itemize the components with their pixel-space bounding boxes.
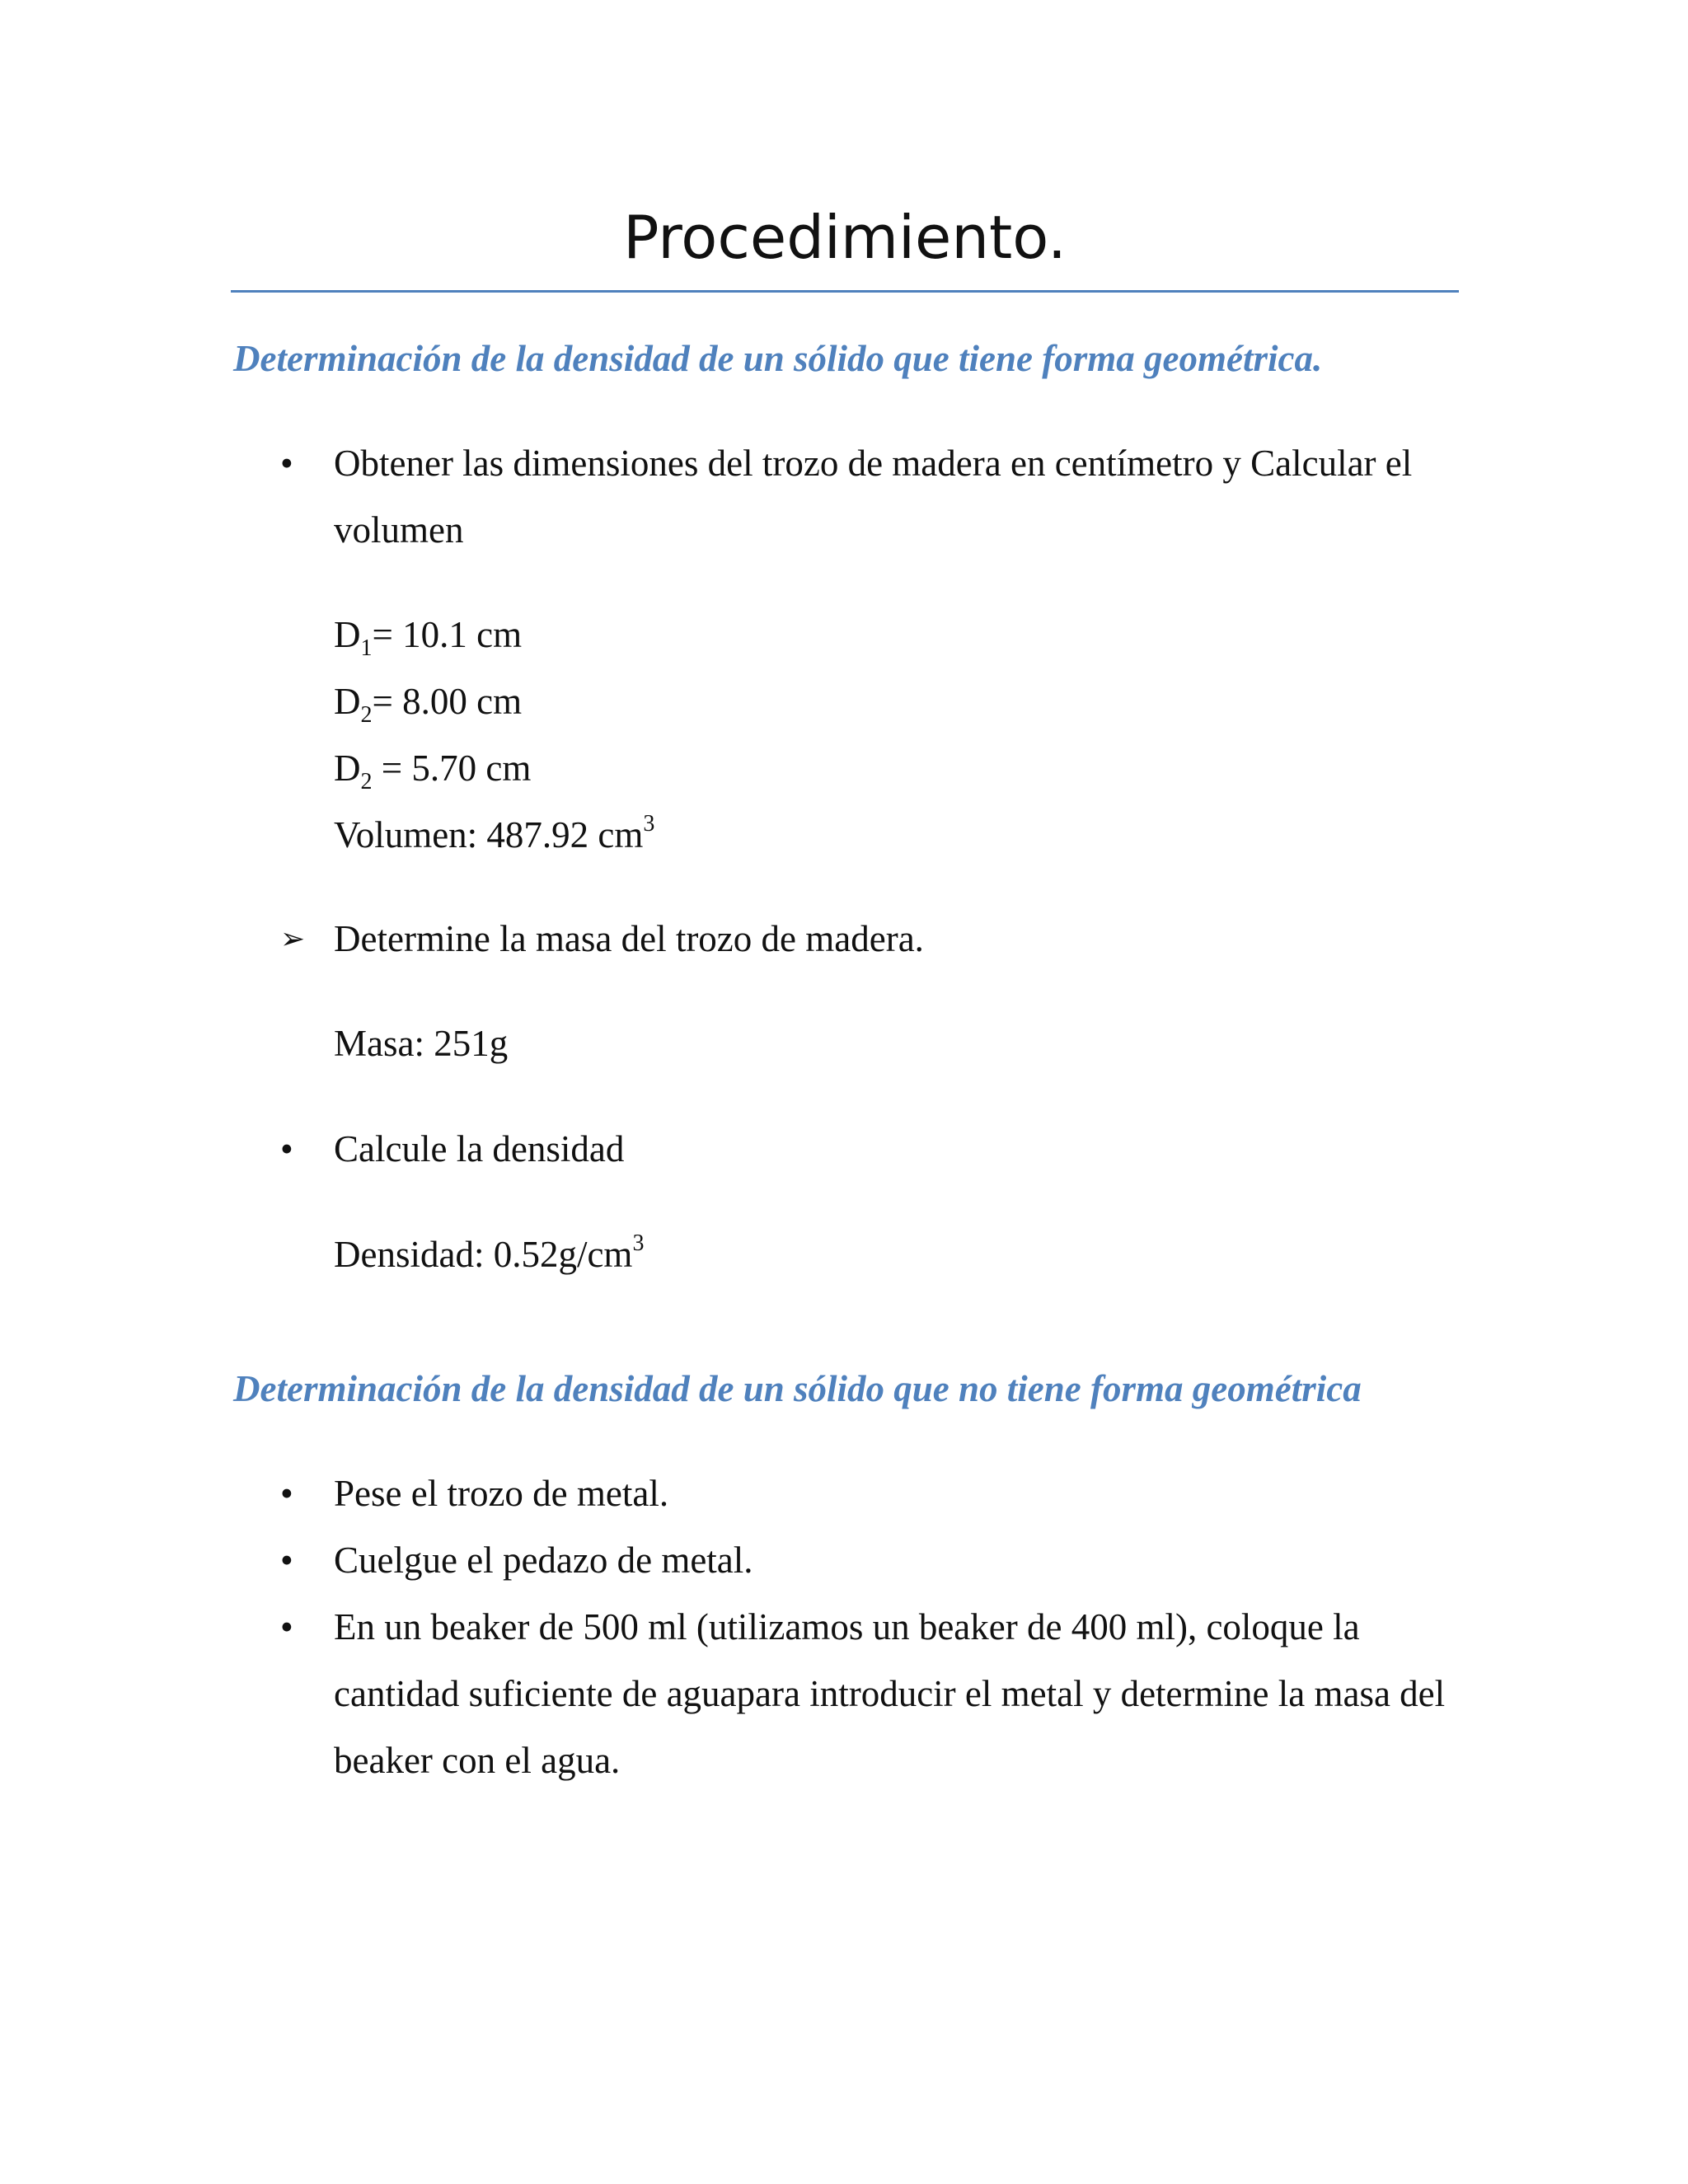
arrow-marker: ➢ bbox=[280, 922, 306, 955]
dimension-d3-label: D bbox=[334, 748, 361, 789]
dimension-d2 bbox=[334, 668, 522, 735]
volume-superscript: 3 bbox=[643, 811, 655, 837]
step-weigh-metal: Pese el trozo de metal. bbox=[334, 1473, 669, 1514]
dimension-d2-label: D bbox=[334, 681, 361, 722]
dimension-d2-subscript: 2 bbox=[360, 702, 373, 728]
step-beaker-water: En un beaker de 500 ml (utilizamos un beaker de 400 ml), coloque la cantidad suficiente de aguapara introducir el metal y determine la masa del beaker con el agua. bbox=[334, 1606, 1446, 1781]
step-hang-metal: Cuelgue el pedazo de metal. bbox=[334, 1540, 753, 1581]
dimension-d3-subscript: 2 bbox=[360, 769, 373, 794]
title-underline bbox=[231, 290, 1459, 293]
density-superscript: 3 bbox=[632, 1230, 645, 1256]
page-title: Procedimiento. bbox=[623, 203, 1067, 272]
bullet-marker: • bbox=[280, 443, 293, 484]
density-text: Densidad: 0.52g/cm bbox=[334, 1234, 633, 1275]
section-heading-geometric: Determinación de la densidad de un sólido que tiene forma geométrica. bbox=[233, 338, 1323, 379]
bullet-marker: • bbox=[280, 1128, 293, 1169]
step-calculate-density: Calcule la densidad bbox=[334, 1128, 625, 1169]
section-heading-non-geometric: Determinación de la densidad de un sólido que no tiene forma geométrica bbox=[233, 1368, 1362, 1409]
volume-text: Volumen: 487.92 cm bbox=[334, 814, 644, 855]
dimension-d1-value: = 10.1 cm bbox=[372, 614, 523, 655]
bullet-marker: • bbox=[280, 1540, 293, 1581]
dimension-d2-value: = 8.00 cm bbox=[372, 681, 523, 722]
step-determine-mass: Determine la masa del trozo de madera. bbox=[334, 918, 924, 959]
mass-result: Masa: 251g bbox=[334, 1023, 509, 1064]
dimension-d3 bbox=[334, 735, 531, 802]
density-result bbox=[334, 1221, 644, 1288]
volume-result bbox=[334, 802, 654, 869]
dimension-d1 bbox=[334, 602, 522, 668]
dimension-d3-value: = 5.70 cm bbox=[372, 748, 532, 789]
step-measure-dimensions: Obtener las dimensiones del trozo de madera en centímetro y Calcular el volumen bbox=[334, 443, 1413, 551]
bullet-marker: • bbox=[280, 1473, 293, 1514]
dimension-d1-subscript: 1 bbox=[360, 635, 373, 661]
dimension-d1-label: D bbox=[334, 614, 361, 655]
bullet-marker: • bbox=[280, 1606, 293, 1647]
